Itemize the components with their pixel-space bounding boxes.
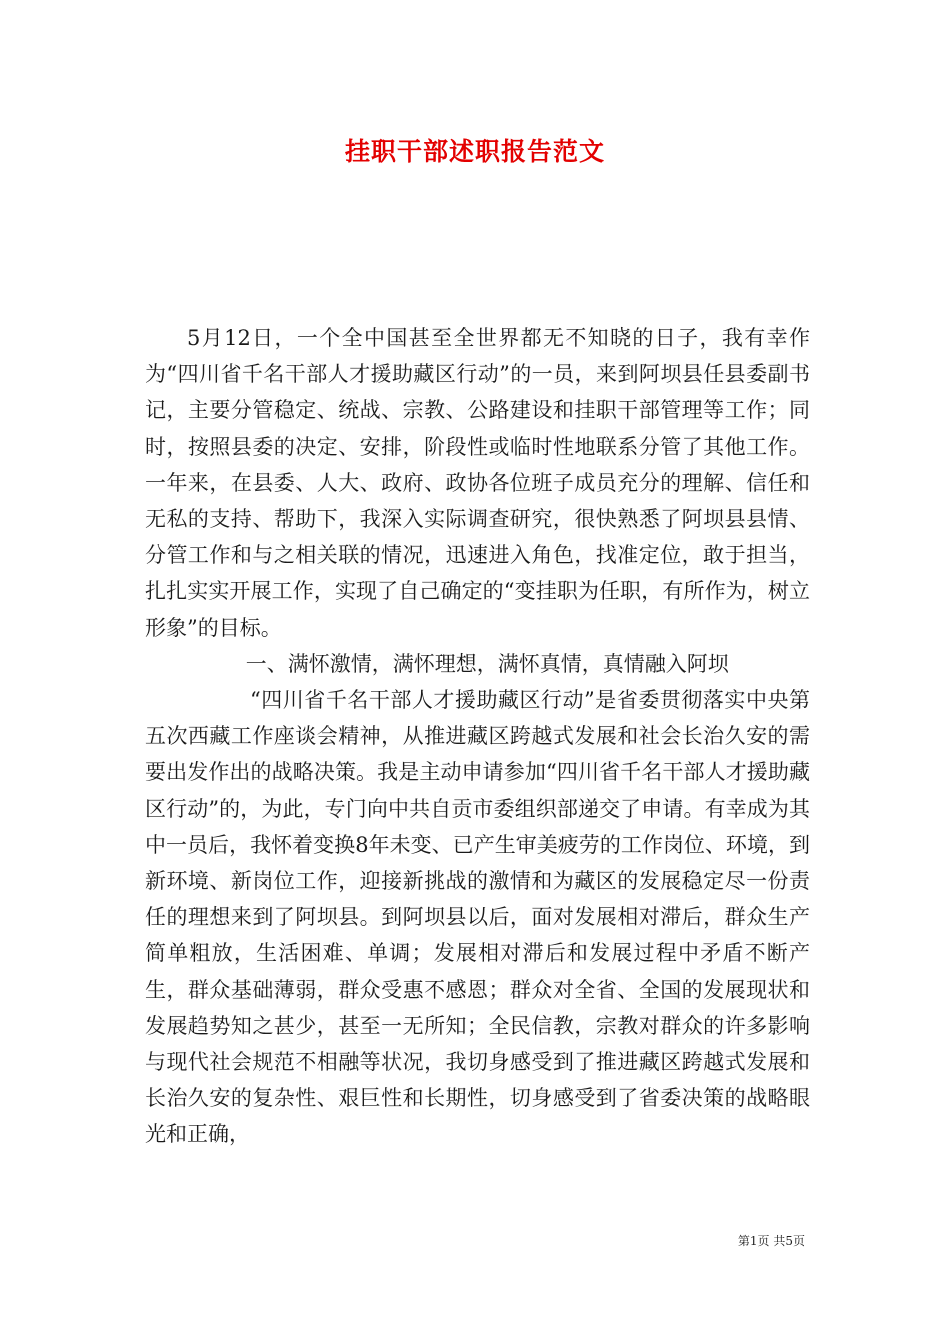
paragraph-intro: 5月12日，一个全中国甚至全世界都无不知晓的日子，我有幸作为“四川省千名干部人才援助藏区行动”的一员，来到阿坝县任县委副书记，主要分管稳定、统战、宗教、公路建设和挂职干部管理等工作；同时，按照县委的决定、安排，阶段性或临时性地联系分管了其他工作。一年来，在县委、人大、政府、政协各位班子成员充分的理解、信任和无私的支持、帮助下，我深入实际调查研究，很快熟悉了阿坝县县情、分管工作和与之相关联的情况，迅速进入角色，找准定位，敢于担当，扎扎实实开展工作，实现了自己确定的“变挂职为任职，有所作为，树立形象”的目标。 xyxy=(145,326,810,640)
section-heading-1: 一、满怀激情，满怀理想，满怀真情，真情融入阿坝 xyxy=(245,651,729,676)
paragraph-section-1: “四川省千名干部人才援助藏区行动”是省委贯彻落实中央第五次西藏工作座谈会精神，从推进藏区跨越式发展和社会长治久安的需要出发作出的战略决策。我是主动申请参加“四川省千名干部人才援助藏区行动”的，为此，专门向中共自贡市委组织部递交了申请。有幸成为其中一员后，我怀着变换8年未变、已产生审美疲劳的工作岗位、环境，到新环境、新岗位工作，迎接新挑战的激情和为藏区的发展稳定尽一份责任的理想来到了阿坝县。到阿坝县以后，面对发展相对滞后，群众生产简单粗放，生活困难、单调；发展相对滞后和发展过程中矛盾不断产生，群众基础薄弱，群众受惠不感恩；群众对全省、全国的发展现状和发展趋势知之甚少，甚至一无所知；全民信教，宗教对群众的许多影响与现代社会规范不相融等状况，我切身感受到了推进藏区跨越式发展和长治久安的复杂性、艰巨性和长期性，切身感受到了省委决策的战略眼光和正确， xyxy=(145,688,810,1147)
document-title: 挂职干部述职报告范文 xyxy=(344,137,605,166)
document-body xyxy=(145,320,810,1153)
page-indicator: 第1页 共5页 xyxy=(737,1234,805,1248)
